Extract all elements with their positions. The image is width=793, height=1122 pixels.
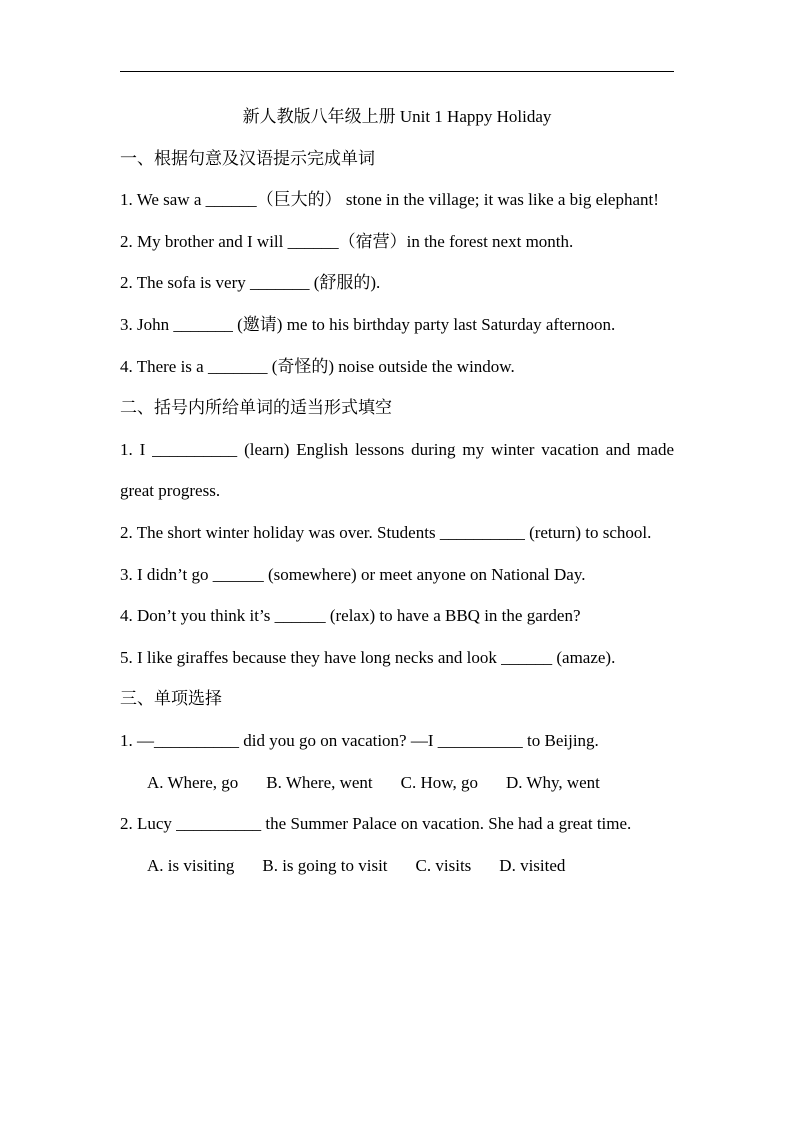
worksheet-body [120, 96, 674, 886]
question-text: 2. The short winter holiday was over. Students __________ (return) to school. [120, 522, 652, 542]
question-text: 1. —__________ did you go on vacation? —I __________ to Beijing. [120, 730, 599, 750]
option-d: D. Why, went [505, 772, 600, 792]
answer-options [120, 845, 674, 887]
question-text: 4. There is a _______ (奇怪的) noise outside the window. [120, 356, 515, 376]
option-b: B. is going to visit [262, 855, 388, 875]
header-rule [120, 71, 674, 72]
answer-options [120, 762, 674, 804]
section-heading: 三、单项选择 [120, 689, 222, 709]
question-text: 5. I like giraffes because they have long necks and look ______ (amaze). [120, 647, 616, 667]
question-text: 1. I __________ (learn) English lessons during my winter vacation and made great progress. [120, 439, 674, 501]
question-text: 1. We saw a ______（巨大的） stone in the village; it was like a big elephant! [120, 190, 659, 210]
option-b: B. Where, went [266, 772, 373, 792]
worksheet-title: 新人教版八年级上册 Unit 1 Happy Holiday [242, 107, 552, 126]
question-text: 2. My brother and I will ______（宿营）in the forest next month. [120, 231, 574, 251]
option-a: A. Where, go [147, 772, 239, 792]
question-text: 4. Don’t you think it’s ______ (relax) to have a BBQ in the garden? [120, 606, 581, 626]
question-text: 3. John _______ (邀请) me to his birthday party last Saturday afternoon. [120, 314, 616, 334]
question-text: 3. I didn’t go ______ (somewhere) or meet anyone on National Day. [120, 564, 586, 584]
section-heading: 一、根据句意及汉语提示完成单词 [120, 148, 375, 168]
option-c: C. visits [415, 855, 472, 875]
question-text: 2. Lucy __________ the Summer Palace on vacation. She had a great time. [120, 814, 632, 834]
option-a: A. is visiting [147, 855, 235, 875]
question-text: 2. The sofa is very _______ (舒服的). [120, 273, 381, 293]
section-heading: 二、括号内所给单词的适当形式填空 [120, 398, 392, 418]
option-d: D. visited [499, 855, 566, 875]
option-c: C. How, go [400, 772, 478, 792]
